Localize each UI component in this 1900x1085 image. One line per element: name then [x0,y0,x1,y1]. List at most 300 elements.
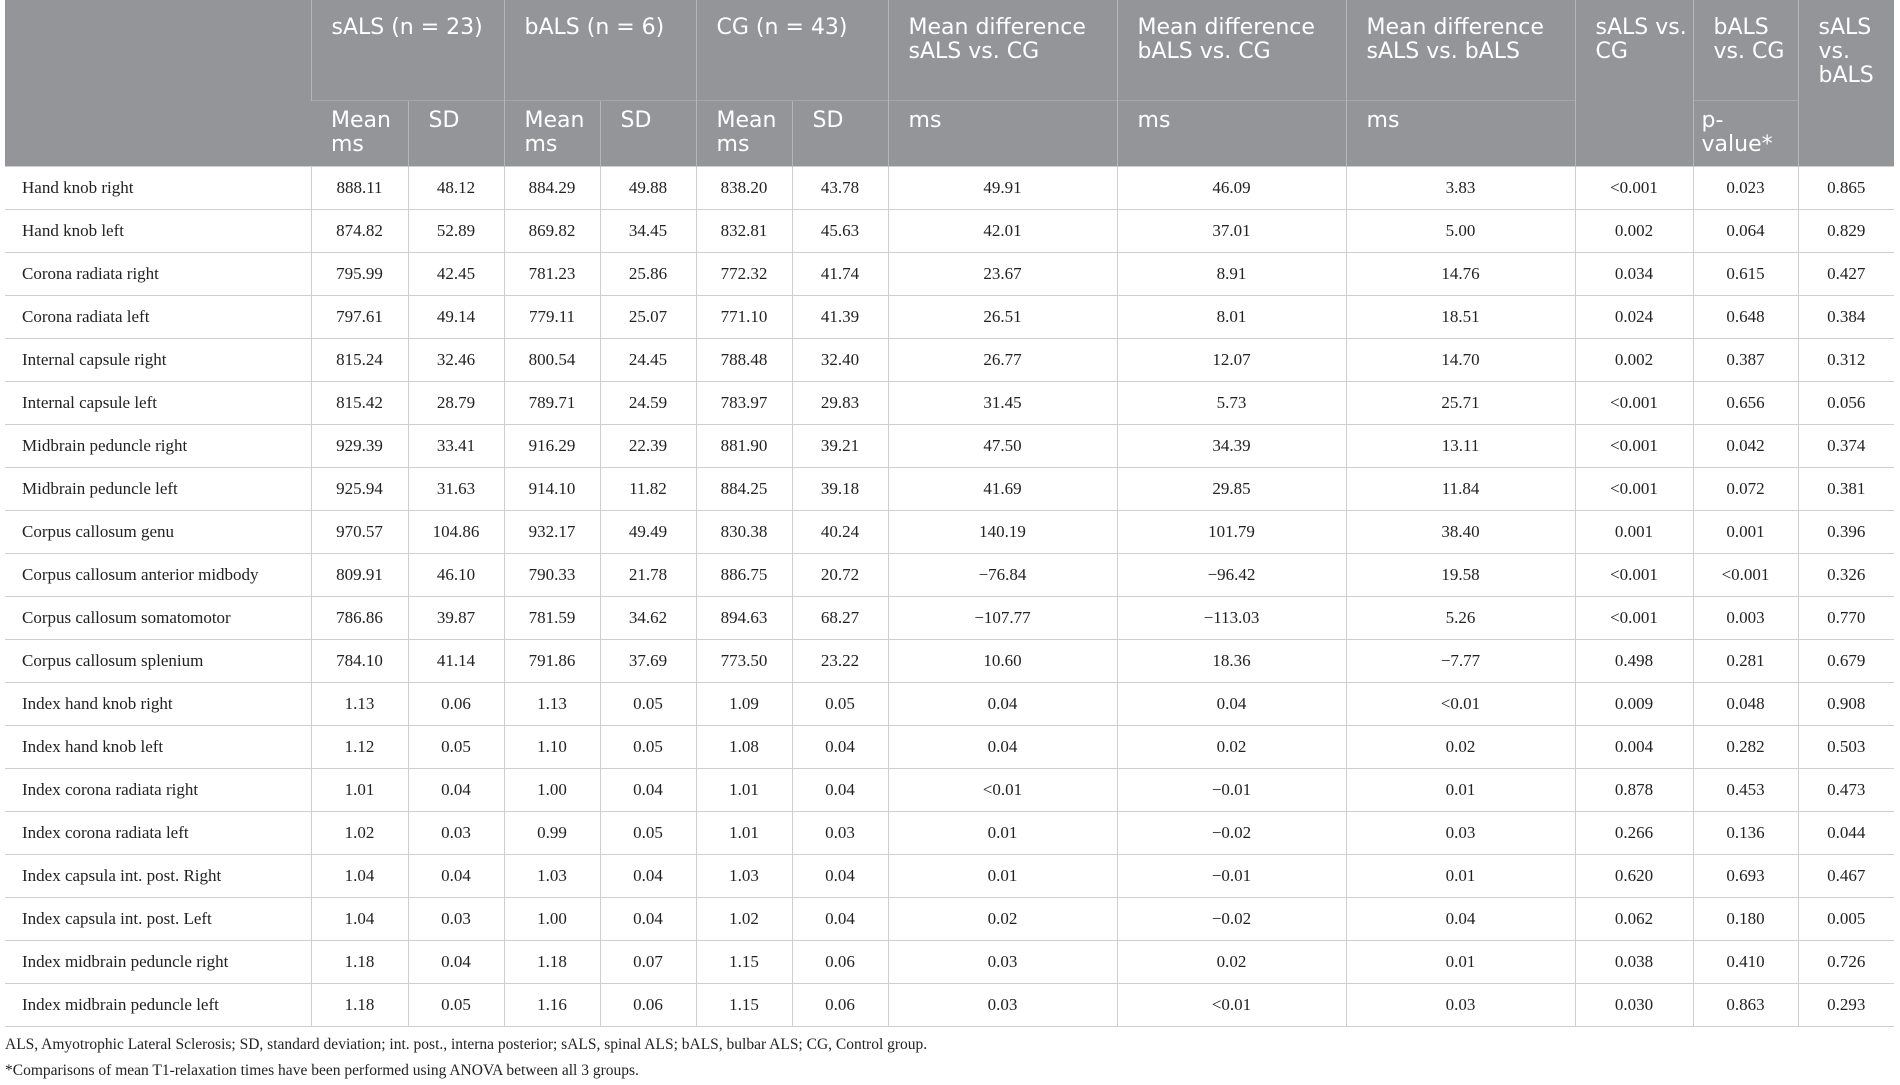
table-cell: 0.04 [408,768,504,811]
table-cell: 0.01 [1346,854,1575,897]
table-cell: 771.10 [696,295,792,338]
table-cell: 31.45 [888,381,1117,424]
table-cell: 0.293 [1798,983,1894,1026]
table-cell: 29.83 [792,381,888,424]
table-cell: 21.78 [600,553,696,596]
table-body [5,166,1894,1026]
row-label: Corona radiata left [5,295,311,338]
table-row [5,940,1894,983]
table-cell: 43.78 [792,166,888,209]
row-label: Index hand knob left [5,725,311,768]
header-sals: sALS (n = 23) [311,0,504,100]
table-cell: −0.01 [1117,854,1346,897]
table-cell: <0.01 [888,768,1117,811]
table-cell: 772.32 [696,252,792,295]
table-cell: 0.396 [1798,510,1894,553]
header-unit-ms: ms [888,100,1117,166]
row-label: Corpus callosum genu [5,510,311,553]
table-cell: 0.453 [1693,768,1798,811]
row-label: Internal capsule left [5,381,311,424]
table-row [5,768,1894,811]
table-cell: 0.042 [1693,424,1798,467]
table-cell: 0.003 [1693,596,1798,639]
table-cell: 46.10 [408,553,504,596]
table-cell: 0.06 [792,940,888,983]
table-cell: 0.503 [1798,725,1894,768]
table-cell: 19.58 [1346,553,1575,596]
table-cell: 0.06 [792,983,888,1026]
table-cell: 42.45 [408,252,504,295]
table-cell: 0.312 [1798,338,1894,381]
header-sd: SD [792,100,888,166]
table-cell: 45.63 [792,209,888,252]
table-cell: 929.39 [311,424,408,467]
table-cell: <0.001 [1575,467,1693,510]
table-cell: 914.10 [504,467,600,510]
table-cell: 1.09 [696,682,792,725]
table-cell: 0.326 [1798,553,1894,596]
table-cell: −0.02 [1117,897,1346,940]
table-cell: 0.726 [1798,940,1894,983]
table-cell: −113.03 [1117,596,1346,639]
table-cell: 0.770 [1798,596,1894,639]
table-cell: 20.72 [792,553,888,596]
table-cell: 0.004 [1575,725,1693,768]
header-bals: bALS (n = 6) [504,0,696,100]
table-row [5,510,1894,553]
table-cell: 0.03 [888,940,1117,983]
table-cell: 1.04 [311,897,408,940]
table-cell: 22.39 [600,424,696,467]
table-cell: 0.07 [600,940,696,983]
row-label: Corona radiata right [5,252,311,295]
table-cell: 0.04 [408,940,504,983]
table-cell: 0.02 [888,897,1117,940]
table-cell: 41.14 [408,639,504,682]
table-cell: 1.01 [696,811,792,854]
table-cell: 789.71 [504,381,600,424]
row-label: Midbrain peduncle left [5,467,311,510]
table-cell: −107.77 [888,596,1117,639]
table-cell: 38.40 [1346,510,1575,553]
table-cell: −0.01 [1117,768,1346,811]
table-cell: 1.10 [504,725,600,768]
table-cell: 18.51 [1346,295,1575,338]
table-cell: −0.02 [1117,811,1346,854]
table-cell: 886.75 [696,553,792,596]
table-cell: 0.062 [1575,897,1693,940]
table-cell: 0.04 [600,854,696,897]
table-cell: 783.97 [696,381,792,424]
table-cell: 46.09 [1117,166,1346,209]
table-cell: <0.001 [1575,381,1693,424]
table-cell: 1.00 [504,768,600,811]
table-cell: 0.03 [792,811,888,854]
table-cell: 894.63 [696,596,792,639]
row-label: Corpus callosum splenium [5,639,311,682]
table-cell: 41.74 [792,252,888,295]
table-cell: 773.50 [696,639,792,682]
table-cell: 0.03 [1346,811,1575,854]
table-cell: 11.84 [1346,467,1575,510]
table-row [5,725,1894,768]
table-cell: 5.26 [1346,596,1575,639]
table-cell: 0.615 [1693,252,1798,295]
table-cell: 0.374 [1798,424,1894,467]
table-cell: 42.01 [888,209,1117,252]
header-diff-sals-cg: Mean difference sALS vs. CG [888,0,1117,100]
table-cell: 0.023 [1693,166,1798,209]
table-cell: 832.81 [696,209,792,252]
table-cell: 791.86 [504,639,600,682]
table-cell: 47.50 [888,424,1117,467]
table-cell: 0.04 [888,725,1117,768]
table-cell: 37.69 [600,639,696,682]
table-cell: 0.01 [1346,940,1575,983]
table-cell: 0.01 [1346,768,1575,811]
row-label: Internal capsule right [5,338,311,381]
table-cell: 31.63 [408,467,504,510]
table-row [5,897,1894,940]
table-cell: 0.878 [1575,768,1693,811]
table-cell: 0.048 [1693,682,1798,725]
table-cell: 0.829 [1798,209,1894,252]
table-cell: 0.030 [1575,983,1693,1026]
table-cell: 48.12 [408,166,504,209]
table-cell: 888.11 [311,166,408,209]
table-cell: 1.02 [311,811,408,854]
table-cell: 1.00 [504,897,600,940]
table-cell: 0.024 [1575,295,1693,338]
header-diff-sals-bals: Mean difference sALS vs. bALS [1346,0,1575,100]
table-cell: 1.13 [311,682,408,725]
table-cell: 49.14 [408,295,504,338]
table-cell: 0.384 [1798,295,1894,338]
table-row [5,166,1894,209]
table-row [5,338,1894,381]
row-label: Corpus callosum somatomotor [5,596,311,639]
table-row [5,596,1894,639]
table-cell: 0.01 [888,854,1117,897]
row-label: Index corona radiata right [5,768,311,811]
table-cell: <0.001 [1693,553,1798,596]
table-row [5,811,1894,854]
table-cell: 809.91 [311,553,408,596]
row-label: Index hand knob right [5,682,311,725]
header-unit-ms: ms [1346,100,1575,166]
header-region [5,0,311,166]
table-cell: 916.29 [504,424,600,467]
table-row [5,252,1894,295]
table-cell: 0.04 [600,897,696,940]
table-cell: 0.05 [600,725,696,768]
table-cell: 25.71 [1346,381,1575,424]
table-cell: 0.005 [1798,897,1894,940]
table-cell: 18.36 [1117,639,1346,682]
row-label: Midbrain peduncle right [5,424,311,467]
table-row [5,467,1894,510]
table-cell: 10.60 [888,639,1117,682]
table-cell: 0.387 [1693,338,1798,381]
table-cell: 869.82 [504,209,600,252]
table-cell: 39.87 [408,596,504,639]
table-cell: 1.01 [311,768,408,811]
table-cell: 14.76 [1346,252,1575,295]
table-cell: 0.266 [1575,811,1693,854]
header-mean: Mean ms [696,100,792,166]
table-cell: 0.04 [888,682,1117,725]
table-cell: 0.656 [1693,381,1798,424]
table-cell: 0.009 [1575,682,1693,725]
table-cell: 815.42 [311,381,408,424]
table-cell: 0.056 [1798,381,1894,424]
table-cell: 0.02 [1117,940,1346,983]
table-cell: 52.89 [408,209,504,252]
table-cell: 0.620 [1575,854,1693,897]
table-cell: 37.01 [1117,209,1346,252]
table-row [5,639,1894,682]
table-cell: <0.001 [1575,424,1693,467]
table-cell: 0.05 [408,983,504,1026]
header-unit-ms: ms [1117,100,1346,166]
table-cell: 0.410 [1693,940,1798,983]
table-cell: 28.79 [408,381,504,424]
table-cell: 0.282 [1693,725,1798,768]
row-label: Corpus callosum anterior midbody [5,553,311,596]
table-cell: 25.07 [600,295,696,338]
table-cell: 0.498 [1575,639,1693,682]
table-cell: 0.04 [792,897,888,940]
table-cell: 0.679 [1798,639,1894,682]
table-cell: 11.82 [600,467,696,510]
table-cell: 874.82 [311,209,408,252]
table-cell: 0.381 [1798,467,1894,510]
table-cell: 26.77 [888,338,1117,381]
table-row [5,983,1894,1026]
table-cell: 1.03 [696,854,792,897]
table-cell: 12.07 [1117,338,1346,381]
table-cell: 0.034 [1575,252,1693,295]
table-cell: 0.04 [792,768,888,811]
table-cell: <0.001 [1575,596,1693,639]
table-cell: 797.61 [311,295,408,338]
table-cell: 0.03 [888,983,1117,1026]
table-cell: 0.865 [1798,166,1894,209]
table-cell: 0.908 [1798,682,1894,725]
table-cell: 0.693 [1693,854,1798,897]
header-sd: SD [600,100,696,166]
table-cell: 140.19 [888,510,1117,553]
table-cell: 32.46 [408,338,504,381]
table-cell: 925.94 [311,467,408,510]
table-row [5,295,1894,338]
table-cell: 0.473 [1798,768,1894,811]
results-table [5,0,1894,1027]
table-row [5,553,1894,596]
table-cell: 1.18 [504,940,600,983]
row-label: Hand knob right [5,166,311,209]
table-cell: 41.39 [792,295,888,338]
table-cell: 34.39 [1117,424,1346,467]
table-cell: −76.84 [888,553,1117,596]
table-cell: 1.04 [311,854,408,897]
table-cell: 1.08 [696,725,792,768]
table-cell: 800.54 [504,338,600,381]
table-cell: 0.01 [888,811,1117,854]
table-cell: <0.01 [1346,682,1575,725]
table-cell: 884.25 [696,467,792,510]
table-cell: 786.86 [311,596,408,639]
table-cell: 781.59 [504,596,600,639]
table-container [5,0,1894,1084]
header-mean: Mean ms [504,100,600,166]
table-cell: 23.22 [792,639,888,682]
table-cell: 101.79 [1117,510,1346,553]
table-cell: 49.91 [888,166,1117,209]
table-cell: 8.01 [1117,295,1346,338]
table-cell: 41.69 [888,467,1117,510]
header-p-value: p-value* [1693,100,1798,166]
table-cell: 784.10 [311,639,408,682]
table-cell: <0.001 [1575,166,1693,209]
table-cell: 25.86 [600,252,696,295]
table-cell: 0.02 [1117,725,1346,768]
table-row [5,424,1894,467]
table-cell: 0.427 [1798,252,1894,295]
table-cell: 0.99 [504,811,600,854]
table-cell: 68.27 [792,596,888,639]
table-cell: 0.04 [792,854,888,897]
table-cell: 0.03 [408,897,504,940]
table-cell: 0.04 [600,768,696,811]
table-cell: 0.02 [1346,725,1575,768]
table-cell: 1.12 [311,725,408,768]
table-row [5,381,1894,424]
table-cell: 838.20 [696,166,792,209]
table-cell: 0.05 [600,811,696,854]
table-cell: 0.281 [1693,639,1798,682]
table-cell: 1.02 [696,897,792,940]
header-p-sals-cg: sALS vs. CG [1575,0,1693,166]
row-label: Index midbrain peduncle right [5,940,311,983]
table-cell: 39.21 [792,424,888,467]
header-p-bals-cg: bALS vs. CG [1693,0,1798,100]
table-cell: 0.05 [600,682,696,725]
table-cell: 881.90 [696,424,792,467]
table-cell: 0.04 [408,854,504,897]
table-cell: 0.04 [1346,897,1575,940]
header-cg: CG (n = 43) [696,0,888,100]
table-cell: 39.18 [792,467,888,510]
table-cell: 26.51 [888,295,1117,338]
table-cell: 0.863 [1693,983,1798,1026]
table-cell: 24.59 [600,381,696,424]
table-cell: 0.001 [1693,510,1798,553]
table-row [5,209,1894,252]
table-row [5,682,1894,725]
row-label: Index corona radiata left [5,811,311,854]
table-cell: 884.29 [504,166,600,209]
table-cell: 29.85 [1117,467,1346,510]
table-cell: <0.01 [1117,983,1346,1026]
table-cell: 1.01 [696,768,792,811]
table-cell: 0.05 [792,682,888,725]
row-label: Index capsula int. post. Right [5,854,311,897]
table-cell: 23.67 [888,252,1117,295]
table-cell: 0.038 [1575,940,1693,983]
header-mean: Mean ms [311,100,408,166]
table-cell: 0.002 [1575,338,1693,381]
header-p-sals-bals: sALS vs. bALS [1798,0,1894,166]
table-cell: 14.70 [1346,338,1575,381]
table-cell: −96.42 [1117,553,1346,596]
table-cell: 33.41 [408,424,504,467]
table-cell: 1.18 [311,983,408,1026]
table-cell: 49.49 [600,510,696,553]
table-cell: 0.05 [408,725,504,768]
table-cell: <0.001 [1575,553,1693,596]
table-cell: 34.45 [600,209,696,252]
table-cell: 0.001 [1575,510,1693,553]
table-cell: 830.38 [696,510,792,553]
table-cell: −7.77 [1346,639,1575,682]
table-row [5,854,1894,897]
table-cell: 0.03 [1346,983,1575,1026]
table-cell: 104.86 [408,510,504,553]
table-cell: 0.03 [408,811,504,854]
row-label: Index midbrain peduncle left [5,983,311,1026]
table-cell: 932.17 [504,510,600,553]
table-cell: 5.00 [1346,209,1575,252]
table-cell: 788.48 [696,338,792,381]
footnote-abbreviations: ALS, Amyotrophic Lateral Sclerosis; SD, standard deviation; int. post., interna posterior; sALS, spinal ALS; bALS, bulbar ALS; CG, Control group. [5,1035,928,1053]
table-cell: 5.73 [1117,381,1346,424]
table-cell: 1.13 [504,682,600,725]
header-diff-bals-cg: Mean difference bALS vs. CG [1117,0,1346,100]
table-cell: 49.88 [600,166,696,209]
table-cell: 1.18 [311,940,408,983]
table-cell: 1.15 [696,983,792,1026]
header-sd: SD [408,100,504,166]
footnote-anova: *Comparisons of mean T1-relaxation times have been performed using ANOVA between all 3 groups. [5,1061,639,1079]
table-cell: 34.62 [600,596,696,639]
table-cell: 13.11 [1346,424,1575,467]
table-cell: 0.180 [1693,897,1798,940]
footnotes [5,1032,1894,1084]
table-cell: 1.16 [504,983,600,1026]
row-label: Index capsula int. post. Left [5,897,311,940]
table-cell: 781.23 [504,252,600,295]
table-cell: 790.33 [504,553,600,596]
table-cell: 1.15 [696,940,792,983]
table-cell: 0.044 [1798,811,1894,854]
table-cell: 0.648 [1693,295,1798,338]
table-cell: 24.45 [600,338,696,381]
table-cell: 0.04 [1117,682,1346,725]
table-cell: 815.24 [311,338,408,381]
table-cell: 0.467 [1798,854,1894,897]
table-cell: 0.06 [408,682,504,725]
table-cell: 8.91 [1117,252,1346,295]
table-cell: 32.40 [792,338,888,381]
table-cell: 779.11 [504,295,600,338]
table-cell: 40.24 [792,510,888,553]
row-label: Hand knob left [5,209,311,252]
table-cell: 3.83 [1346,166,1575,209]
table-cell: 0.06 [600,983,696,1026]
table-cell: 0.136 [1693,811,1798,854]
table-cell: 0.002 [1575,209,1693,252]
